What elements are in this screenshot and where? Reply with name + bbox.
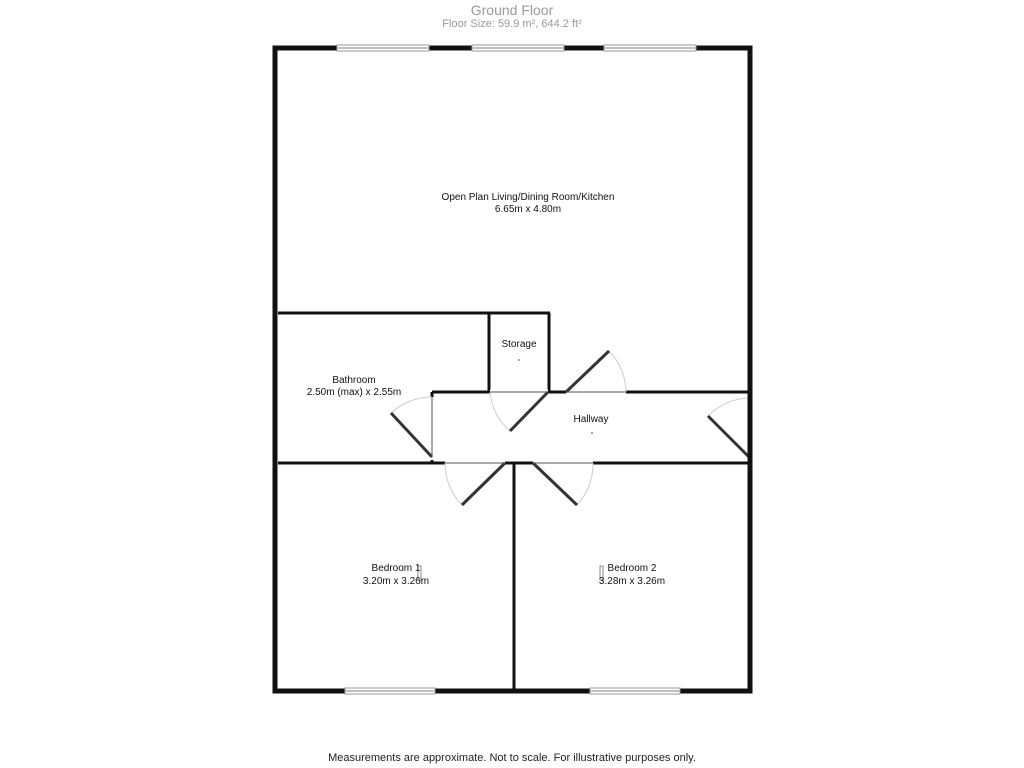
- room-living: [442, 192, 615, 215]
- door-entrance[interactable]: [708, 398, 750, 458]
- room-name: Bathroom: [332, 375, 376, 386]
- room-name: Hallway: [573, 414, 609, 425]
- door-storage[interactable]: [490, 392, 548, 431]
- room-bedroom-2: [599, 563, 665, 587]
- door-living-room[interactable]: [566, 351, 626, 392]
- interior-walls: [278, 313, 748, 690]
- windows: [337, 45, 696, 694]
- room-name: Bedroom 1: [371, 563, 421, 574]
- door-bedroom-2[interactable]: [533, 463, 593, 505]
- room-hallway: [573, 414, 608, 425]
- room-bathroom: [307, 375, 401, 398]
- room-name: Storage: [501, 339, 537, 350]
- door-openings: [432, 392, 750, 463]
- room-dimensions: 3.20m x 3.26m: [362, 576, 430, 587]
- room-name: Bedroom 2: [607, 563, 657, 574]
- floor-title: Ground Floor: [470, 2, 554, 18]
- room-dimensions: 6.65m x 4.80m: [494, 204, 562, 215]
- door-bedroom-1[interactable]: [445, 463, 505, 505]
- room-name: Open Plan Living/Dining Room/Kitchen: [441, 192, 615, 203]
- room-storage: [501, 339, 536, 350]
- room-dimensions: 3.28m x 3.26m: [598, 576, 666, 587]
- floor-size: Floor Size: 59.9 m², 644.2 ft²: [442, 18, 582, 30]
- room-bedroom-1: [363, 563, 429, 587]
- door-bathroom[interactable]: [391, 397, 432, 457]
- room-dimensions: 2.50m (max) x 2.55m: [306, 387, 402, 398]
- disclaimer-text: Measurements are approximate. Not to scale. For illustrative purposes only.: [328, 752, 696, 764]
